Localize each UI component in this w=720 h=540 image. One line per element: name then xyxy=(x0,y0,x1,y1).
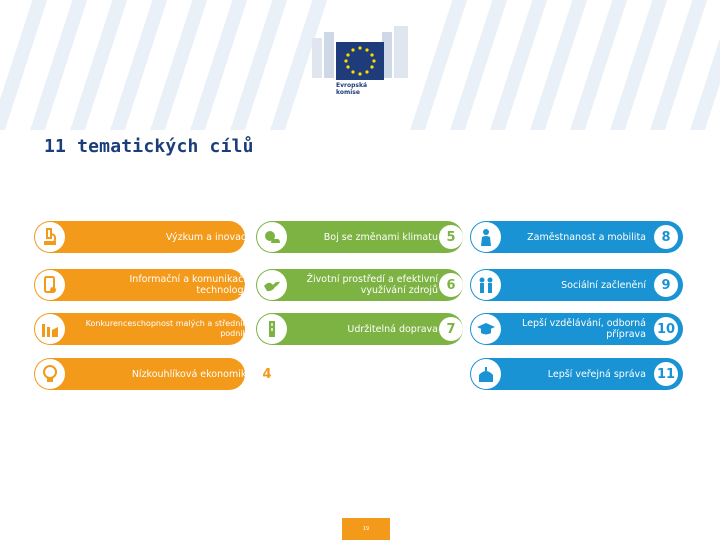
worker-icon xyxy=(471,222,501,252)
bird-icon xyxy=(257,270,287,300)
goal-2 xyxy=(34,269,252,301)
microscope-icon xyxy=(35,222,65,252)
goal-10 xyxy=(470,313,683,345)
goal-6 xyxy=(256,269,463,301)
goal-2-label: Informační a komunikační technologie xyxy=(129,274,252,296)
goal-4-label: Nízkouhlíková ekonomika xyxy=(131,368,252,380)
goal-5-number: 5 xyxy=(439,225,463,249)
road-icon xyxy=(257,314,287,344)
goal-3-label: Konkurenceschopnost malých a středních podniků xyxy=(85,319,252,338)
goal-4-number: 4 xyxy=(255,362,279,386)
page-title: 11 tematických cílů xyxy=(44,136,254,157)
page-number: 19 xyxy=(342,518,390,540)
goal-5-label: Boj se změnami klimatu xyxy=(323,231,438,243)
eu-commission-name: Evropská komise xyxy=(336,82,367,96)
goal-3 xyxy=(34,313,252,345)
goal-9-label: Sociální začlenění xyxy=(561,279,646,291)
goal-7-label: Udržitelná doprava xyxy=(347,323,438,335)
goal-11-label: Lepší veřejná správa xyxy=(547,368,646,380)
building-icon xyxy=(471,359,501,389)
eu-commission-logo xyxy=(306,18,414,110)
lightbulb-icon xyxy=(35,359,65,389)
goal-10-number: 10 xyxy=(654,317,678,341)
goal-6-number: 6 xyxy=(439,273,463,297)
goal-5 xyxy=(256,221,463,253)
goal-9 xyxy=(470,269,683,301)
goal-4 xyxy=(34,358,272,390)
goal-11 xyxy=(470,358,683,390)
people-icon xyxy=(471,270,501,300)
goal-7-number: 7 xyxy=(439,317,463,341)
goal-8-number: 8 xyxy=(654,225,678,249)
goal-11-number: 11 xyxy=(654,362,678,386)
goal-9-number: 9 xyxy=(654,273,678,297)
goal-8 xyxy=(470,221,683,253)
phone-icon xyxy=(35,270,65,300)
goal-1-label: Výzkum a inovace xyxy=(165,231,252,243)
goal-7 xyxy=(256,313,463,345)
goal-10-label: Lepší vzdělávání, odborná příprava xyxy=(522,318,646,340)
goal-6-label: Životní prostředí a efektivní využívání zdrojů xyxy=(306,274,438,296)
goal-8-label: Zaměstnanost a mobilita xyxy=(527,231,646,243)
factory-icon xyxy=(35,314,65,344)
sun-cloud-icon xyxy=(257,222,287,252)
goal-1 xyxy=(34,221,252,253)
graduation-cap-icon xyxy=(471,314,501,344)
